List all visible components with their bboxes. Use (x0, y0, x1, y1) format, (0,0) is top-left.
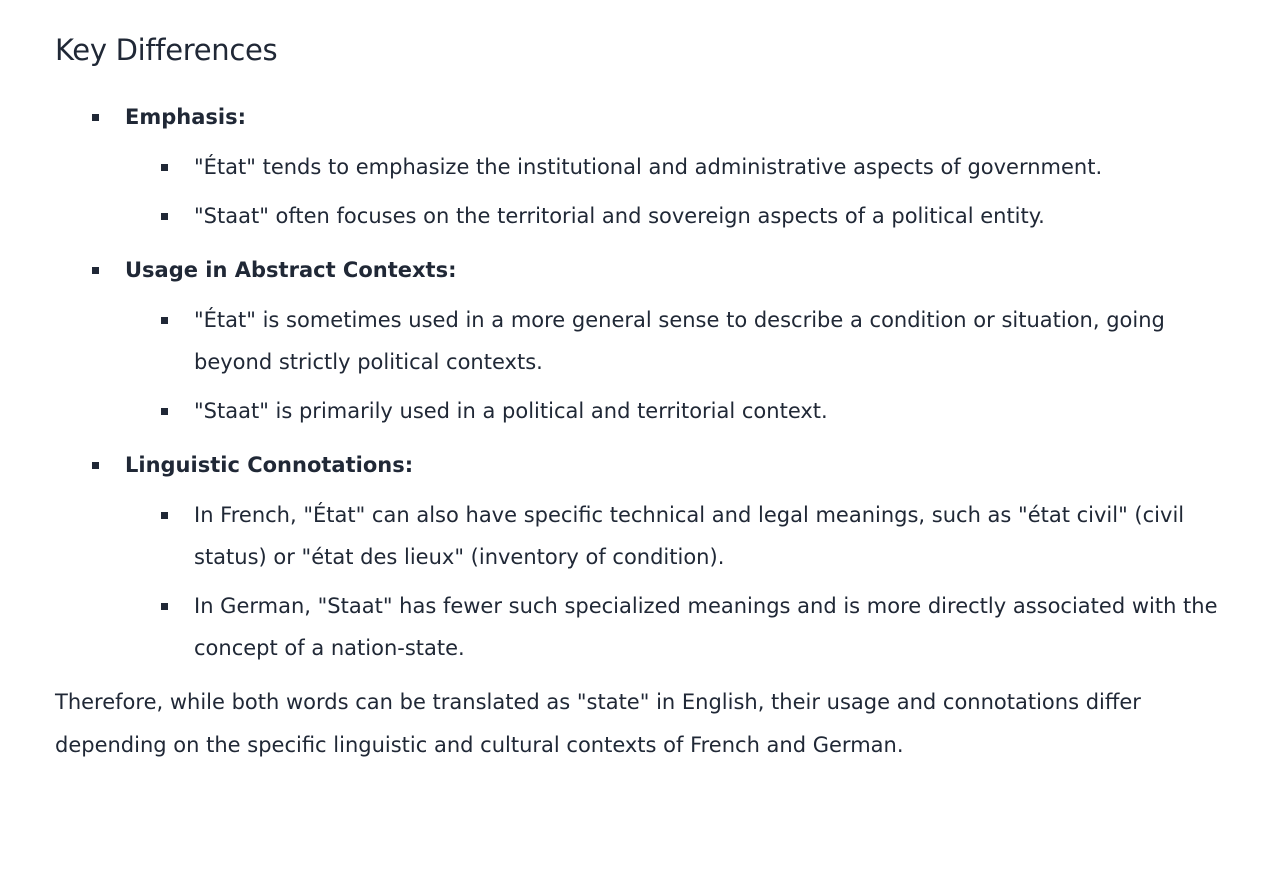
square-bullet-icon (161, 164, 168, 171)
square-bullet-icon (92, 114, 99, 121)
square-bullet-icon (161, 213, 168, 220)
square-bullet-icon (161, 408, 168, 415)
sub-list (125, 494, 1240, 669)
list-item (194, 195, 1240, 237)
sub-list (125, 146, 1240, 237)
group-heading (125, 444, 1240, 486)
list-item-text: In French, "État" can also have specific technical and legal meanings, such as "état civil" (civil status) or "état des lieux" (inventory of condition). (194, 503, 1185, 569)
list-item (194, 390, 1240, 432)
list-item-text: "État" tends to emphasize the institutional and administrative aspects of government. (194, 155, 1103, 179)
conclusion-paragraph: Therefore, while both words can be translated as "state" in English, their usage and connotations differ depending on the specific linguistic and cultural contexts of French and German. (55, 690, 1141, 757)
square-bullet-icon (161, 603, 168, 610)
list-item (125, 444, 1240, 669)
square-bullet-icon (92, 462, 99, 469)
list-item-text: "Staat" is primarily used in a political and territorial context. (194, 399, 828, 423)
list-item (194, 494, 1240, 578)
group-heading (125, 96, 1240, 138)
list-item (125, 249, 1240, 432)
list-item-text: "Staat" often focuses on the territorial and sovereign aspects of a political entity. (194, 204, 1045, 228)
list-item (125, 96, 1240, 237)
square-bullet-icon (161, 317, 168, 324)
group-heading-text: Emphasis: (125, 105, 246, 129)
section-title: Key Differences (55, 33, 278, 67)
square-bullet-icon (161, 512, 168, 519)
group-heading-text: Usage in Abstract Contexts: (125, 258, 457, 282)
list-item-text: "État" is sometimes used in a more general sense to describe a condition or situation, going beyond strictly political contexts. (194, 308, 1165, 374)
list-item-text: In German, "Staat" has fewer such specialized meanings and is more directly associated with the concept of a nation-state. (194, 594, 1218, 660)
list-item (194, 146, 1240, 188)
square-bullet-icon (92, 267, 99, 274)
group-heading (125, 249, 1240, 291)
list-item (194, 585, 1240, 669)
group-heading-text: Linguistic Connotations: (125, 453, 414, 477)
sub-list (125, 299, 1240, 432)
list-item (194, 299, 1240, 383)
response-content (55, 28, 1240, 767)
differences-list (55, 96, 1240, 669)
